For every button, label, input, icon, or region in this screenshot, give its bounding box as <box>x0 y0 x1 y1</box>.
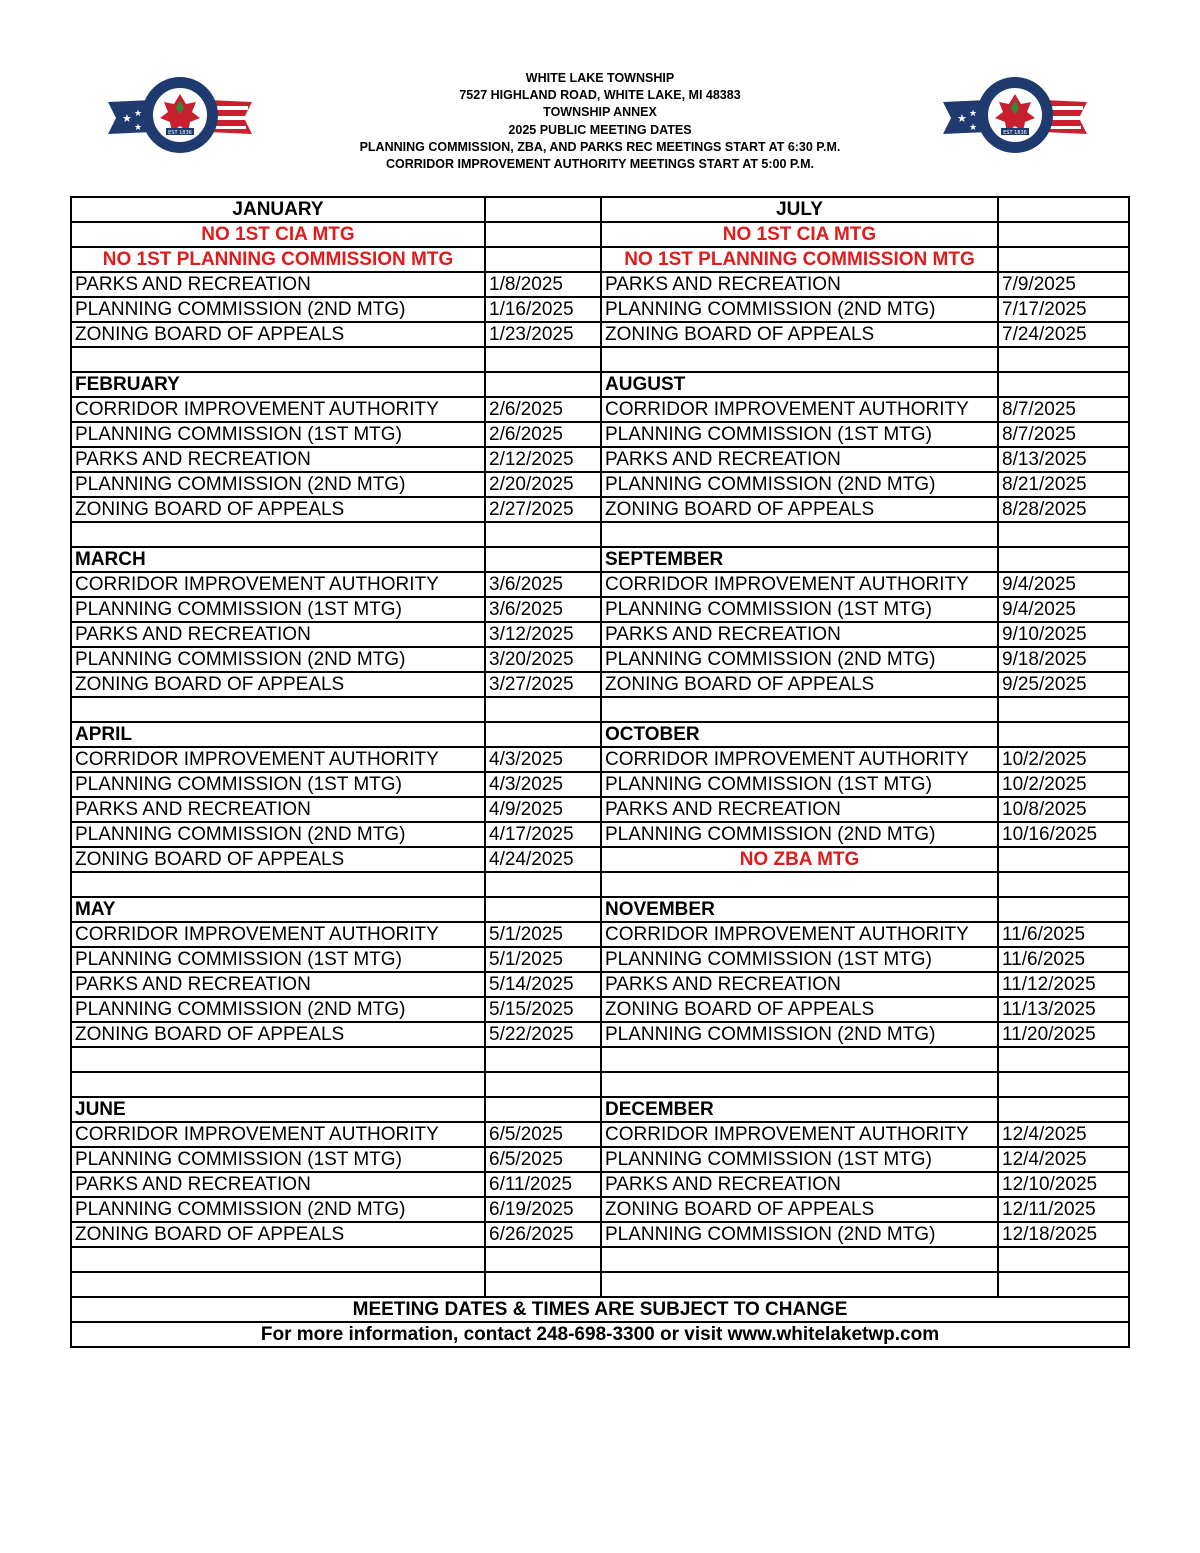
meeting-date-right <box>998 547 1129 572</box>
schedule-row <box>71 1197 1129 1222</box>
month-label: APRIL <box>71 722 485 747</box>
meeting-date-right: 10/2/2025 <box>998 747 1129 772</box>
meeting-name-right: ZONING BOARD OF APPEALS <box>601 997 998 1022</box>
meeting-date-left <box>485 197 601 222</box>
meeting-date-left: 4/24/2025 <box>485 847 601 872</box>
spacer-row <box>71 1047 1129 1072</box>
month-header-row <box>71 722 1129 747</box>
meeting-date-left: 6/19/2025 <box>485 1197 601 1222</box>
meeting-date-left: 1/8/2025 <box>485 272 601 297</box>
meeting-date-left: 5/14/2025 <box>485 972 601 997</box>
meeting-name-right: PARKS AND RECREATION <box>601 447 998 472</box>
meeting-name-right <box>601 347 998 372</box>
meeting-name-right: PLANNING COMMISSION (2ND MTG) <box>601 297 998 322</box>
meeting-name-left: CORRIDOR IMPROVEMENT AUTHORITY <box>71 572 485 597</box>
svg-text:EST 1836: EST 1836 <box>168 130 192 136</box>
meeting-date-left <box>485 1047 601 1072</box>
meeting-name-right: PARKS AND RECREATION <box>601 797 998 822</box>
meeting-name-left <box>71 522 485 547</box>
meeting-name-right: CORRIDOR IMPROVEMENT AUTHORITY <box>601 1122 998 1147</box>
meeting-name-left: PLANNING COMMISSION (2ND MTG) <box>71 822 485 847</box>
meeting-name-left: PLANNING COMMISSION (1ST MTG) <box>71 1147 485 1172</box>
meeting-date-right: 8/21/2025 <box>998 472 1129 497</box>
meeting-name-right: PLANNING COMMISSION (2ND MTG) <box>601 822 998 847</box>
meeting-name-right <box>601 522 998 547</box>
meeting-name-right: PARKS AND RECREATION <box>601 1172 998 1197</box>
month-label: DECEMBER <box>601 1097 998 1122</box>
meeting-date-right: 9/25/2025 <box>998 672 1129 697</box>
meeting-date-right <box>998 522 1129 547</box>
schedule-row <box>71 497 1129 522</box>
meeting-date-right: 7/9/2025 <box>998 272 1129 297</box>
meeting-name-right: CORRIDOR IMPROVEMENT AUTHORITY <box>601 747 998 772</box>
meeting-date-right <box>998 847 1129 872</box>
meeting-name-right: CORRIDOR IMPROVEMENT AUTHORITY <box>601 572 998 597</box>
month-label: SEPTEMBER <box>601 547 998 572</box>
meeting-date-left <box>485 1247 601 1272</box>
meeting-name-left: PARKS AND RECREATION <box>71 1172 485 1197</box>
month-header-row <box>71 1097 1129 1122</box>
svg-text:★: ★ <box>957 112 967 125</box>
meeting-name-left: PARKS AND RECREATION <box>71 797 485 822</box>
meeting-name-left: PLANNING COMMISSION (2ND MTG) <box>71 297 485 322</box>
schedule-row <box>71 847 1129 872</box>
meeting-date-right: 10/16/2025 <box>998 822 1129 847</box>
meeting-date-right <box>998 897 1129 922</box>
meeting-name-right: CORRIDOR IMPROVEMENT AUTHORITY <box>601 922 998 947</box>
meeting-date-left: 4/3/2025 <box>485 772 601 797</box>
township-name: WHITE LAKE TOWNSHIP <box>525 71 675 85</box>
schedule-row <box>71 247 1129 272</box>
meeting-date-left: 6/5/2025 <box>485 1122 601 1147</box>
schedule-row <box>71 797 1129 822</box>
meeting-name-left <box>71 1072 485 1097</box>
meeting-date-right: 7/24/2025 <box>998 322 1129 347</box>
meeting-name-left: CORRIDOR IMPROVEMENT AUTHORITY <box>71 1122 485 1147</box>
month-label: NOVEMBER <box>601 897 998 922</box>
meeting-name-right: PLANNING COMMISSION (2ND MTG) <box>601 472 998 497</box>
meeting-name-left <box>71 1247 485 1272</box>
meeting-name-left: CORRIDOR IMPROVEMENT AUTHORITY <box>71 397 485 422</box>
schedule-row <box>71 597 1129 622</box>
meeting-date-right: 11/6/2025 <box>998 947 1129 972</box>
meeting-name-left: ZONING BOARD OF APPEALS <box>71 1022 485 1047</box>
month-label: AUGUST <box>601 372 998 397</box>
meeting-name-left: CORRIDOR IMPROVEMENT AUTHORITY <box>71 922 485 947</box>
meeting-date-right <box>998 697 1129 722</box>
meeting-name-left: CORRIDOR IMPROVEMENT AUTHORITY <box>71 747 485 772</box>
schedule-row <box>71 922 1129 947</box>
meeting-date-right <box>998 872 1129 897</box>
meeting-date-right: 8/28/2025 <box>998 497 1129 522</box>
meeting-name-left <box>71 872 485 897</box>
township-address: 7527 HIGHLAND ROAD, WHITE LAKE, MI 48383 <box>459 88 741 103</box>
meeting-date-left: 2/6/2025 <box>485 397 601 422</box>
meeting-date-left: 1/16/2025 <box>485 297 601 322</box>
meeting-date-right <box>998 247 1129 272</box>
meeting-date-left: 2/12/2025 <box>485 447 601 472</box>
meeting-date-right: 12/18/2025 <box>998 1222 1129 1247</box>
month-header-row <box>71 897 1129 922</box>
schedule-row <box>71 1222 1129 1247</box>
schedule-row <box>71 997 1129 1022</box>
meeting-name-right: PLANNING COMMISSION (2ND MTG) <box>601 1022 998 1047</box>
meeting-date-left: 5/1/2025 <box>485 947 601 972</box>
meeting-date-right <box>998 1072 1129 1097</box>
schedule-row <box>71 947 1129 972</box>
meeting-name-left: PLANNING COMMISSION (1ST MTG) <box>71 422 485 447</box>
meeting-name-right <box>601 872 998 897</box>
schedule-row <box>71 772 1129 797</box>
meeting-date-left <box>485 372 601 397</box>
schedule-row <box>71 447 1129 472</box>
no-meeting-notice: NO 1ST CIA MTG <box>71 222 485 247</box>
meeting-date-left: 3/6/2025 <box>485 572 601 597</box>
meeting-name-right: PARKS AND RECREATION <box>601 272 998 297</box>
meeting-name-right: PLANNING COMMISSION (1ST MTG) <box>601 947 998 972</box>
meeting-date-left <box>485 547 601 572</box>
meeting-date-left <box>485 1097 601 1122</box>
schedule-row <box>71 1172 1129 1197</box>
meeting-date-right: 12/10/2025 <box>998 1172 1129 1197</box>
meeting-name-right: ZONING BOARD OF APPEALS <box>601 672 998 697</box>
meeting-time-note-1: PLANNING COMMISSION, ZBA, AND PARKS REC MEETINGS START AT 6:30 P.M. <box>359 139 841 154</box>
spacer-row <box>71 1072 1129 1097</box>
meeting-name-left <box>71 347 485 372</box>
meeting-date-right: 10/8/2025 <box>998 797 1129 822</box>
meeting-name-left <box>71 1272 485 1297</box>
meeting-date-right <box>998 372 1129 397</box>
meeting-name-left: PARKS AND RECREATION <box>71 972 485 997</box>
month-label: FEBRUARY <box>71 372 485 397</box>
meeting-name-left: ZONING BOARD OF APPEALS <box>71 847 485 872</box>
month-label: MARCH <box>71 547 485 572</box>
meeting-date-left: 2/20/2025 <box>485 472 601 497</box>
footer-notice-row <box>71 1297 1129 1322</box>
schedule-body <box>71 197 1129 1297</box>
meeting-name-right <box>601 697 998 722</box>
meeting-name-left <box>71 1047 485 1072</box>
meeting-date-right <box>998 197 1129 222</box>
meeting-name-right: PLANNING COMMISSION (1ST MTG) <box>601 597 998 622</box>
meeting-name-right: PARKS AND RECREATION <box>601 972 998 997</box>
meeting-name-left: PARKS AND RECREATION <box>71 447 485 472</box>
meeting-date-right <box>998 1047 1129 1072</box>
meeting-date-left: 6/11/2025 <box>485 1172 601 1197</box>
schedule-row <box>71 822 1129 847</box>
meeting-date-right <box>998 1247 1129 1272</box>
schedule-row <box>71 397 1129 422</box>
meeting-date-right: 12/4/2025 <box>998 1147 1129 1172</box>
meeting-date-left: 5/22/2025 <box>485 1022 601 1047</box>
meeting-date-left <box>485 897 601 922</box>
footer-contact-row <box>71 1322 1129 1347</box>
meeting-date-right <box>998 722 1129 747</box>
meeting-date-right <box>998 347 1129 372</box>
schedule-row <box>71 222 1129 247</box>
meeting-date-left <box>485 347 601 372</box>
meeting-date-left <box>485 872 601 897</box>
meeting-date-left: 5/15/2025 <box>485 997 601 1022</box>
svg-text:★: ★ <box>969 123 978 133</box>
meeting-name-right: PLANNING COMMISSION (2ND MTG) <box>601 647 998 672</box>
meeting-name-left: ZONING BOARD OF APPEALS <box>71 672 485 697</box>
meeting-name-left: ZONING BOARD OF APPEALS <box>71 497 485 522</box>
meeting-date-right: 9/10/2025 <box>998 622 1129 647</box>
schedule-row <box>71 422 1129 447</box>
meeting-name-left: PLANNING COMMISSION (2ND MTG) <box>71 647 485 672</box>
meeting-name-right: ZONING BOARD OF APPEALS <box>601 1197 998 1222</box>
schedule-row <box>71 1147 1129 1172</box>
meeting-date-left: 3/6/2025 <box>485 597 601 622</box>
meeting-name-left: PLANNING COMMISSION (1ST MTG) <box>71 772 485 797</box>
meeting-date-right <box>998 1097 1129 1122</box>
meeting-name-right: PLANNING COMMISSION (1ST MTG) <box>601 772 998 797</box>
meeting-date-right: 8/7/2025 <box>998 422 1129 447</box>
spacer-row <box>71 697 1129 722</box>
meeting-name-right <box>601 1072 998 1097</box>
meeting-date-left: 2/27/2025 <box>485 497 601 522</box>
meeting-name-left: PLANNING COMMISSION (2ND MTG) <box>71 997 485 1022</box>
meeting-date-right: 9/4/2025 <box>998 572 1129 597</box>
svg-text:EST 1836: EST 1836 <box>1003 130 1027 136</box>
meeting-name-right <box>601 1247 998 1272</box>
svg-text:★: ★ <box>122 112 132 125</box>
schedule-row <box>71 472 1129 497</box>
township-annex: TOWNSHIP ANNEX <box>543 105 657 120</box>
meeting-name-left: PLANNING COMMISSION (1ST MTG) <box>71 947 485 972</box>
month-label: JULY <box>601 197 998 222</box>
month-header-row <box>71 547 1129 572</box>
meeting-date-left: 4/3/2025 <box>485 747 601 772</box>
schedule-row <box>71 1122 1129 1147</box>
spacer-row <box>71 1247 1129 1272</box>
meeting-date-right: 12/11/2025 <box>998 1197 1129 1222</box>
svg-text:★: ★ <box>134 109 143 119</box>
meeting-name-right: ZONING BOARD OF APPEALS <box>601 322 998 347</box>
month-label: MAY <box>71 897 485 922</box>
schedule-row <box>71 622 1129 647</box>
meeting-name-right: ZONING BOARD OF APPEALS <box>601 497 998 522</box>
no-meeting-notice: NO 1ST PLANNING COMMISSION MTG <box>71 247 485 272</box>
meeting-name-left: PARKS AND RECREATION <box>71 622 485 647</box>
schedule-row <box>71 1022 1129 1047</box>
meeting-name-left: PLANNING COMMISSION (1ST MTG) <box>71 597 485 622</box>
meeting-name-left: PLANNING COMMISSION (2ND MTG) <box>71 1197 485 1222</box>
meeting-date-right: 8/13/2025 <box>998 447 1129 472</box>
subject-to-change-notice: MEETING DATES & TIMES ARE SUBJECT TO CHANGE <box>71 1297 1129 1322</box>
meeting-date-right: 11/12/2025 <box>998 972 1129 997</box>
schedule-row <box>71 972 1129 997</box>
contact-info: For more information, contact 248-698-3300 or visit www.whitelaketwp.com <box>71 1322 1129 1347</box>
meeting-date-left <box>485 1272 601 1297</box>
meeting-date-right: 11/6/2025 <box>998 922 1129 947</box>
svg-text:★: ★ <box>969 109 978 119</box>
spacer-row <box>71 1272 1129 1297</box>
meeting-date-left <box>485 247 601 272</box>
meeting-date-left: 6/5/2025 <box>485 1147 601 1172</box>
no-meeting-notice: NO 1ST CIA MTG <box>601 222 998 247</box>
meeting-date-left: 3/20/2025 <box>485 647 601 672</box>
meeting-schedule-table <box>70 196 1130 1348</box>
meeting-date-right: 9/4/2025 <box>998 597 1129 622</box>
spacer-row <box>71 872 1129 897</box>
meeting-date-right: 9/18/2025 <box>998 647 1129 672</box>
meeting-name-right: PARKS AND RECREATION <box>601 622 998 647</box>
meeting-date-right: 10/2/2025 <box>998 772 1129 797</box>
meeting-date-right: 8/7/2025 <box>998 397 1129 422</box>
meeting-date-left <box>485 1072 601 1097</box>
meeting-date-left: 6/26/2025 <box>485 1222 601 1247</box>
month-header-row <box>71 197 1129 222</box>
spacer-row <box>71 347 1129 372</box>
schedule-row <box>71 572 1129 597</box>
document-header <box>0 70 1200 173</box>
month-label: JANUARY <box>71 197 485 222</box>
svg-text:★: ★ <box>134 123 143 133</box>
meeting-name-left: PARKS AND RECREATION <box>71 272 485 297</box>
schedule-row <box>71 747 1129 772</box>
meeting-date-left <box>485 697 601 722</box>
meeting-date-left: 4/9/2025 <box>485 797 601 822</box>
month-label: JUNE <box>71 1097 485 1122</box>
meeting-name-right: CORRIDOR IMPROVEMENT AUTHORITY <box>601 397 998 422</box>
document-title: 2025 PUBLIC MEETING DATES <box>508 122 692 137</box>
meeting-name-right <box>601 1047 998 1072</box>
meeting-name-left: PLANNING COMMISSION (2ND MTG) <box>71 472 485 497</box>
spacer-row <box>71 522 1129 547</box>
schedule-row <box>71 672 1129 697</box>
no-meeting-notice: NO ZBA MTG <box>601 847 998 872</box>
meeting-date-left <box>485 722 601 747</box>
meeting-name-right: PLANNING COMMISSION (2ND MTG) <box>601 1222 998 1247</box>
schedule-row <box>71 322 1129 347</box>
schedule-row <box>71 647 1129 672</box>
meeting-date-left: 1/23/2025 <box>485 322 601 347</box>
meeting-date-right <box>998 222 1129 247</box>
meeting-date-left <box>485 222 601 247</box>
meeting-date-left: 4/17/2025 <box>485 822 601 847</box>
meeting-date-left: 3/12/2025 <box>485 622 601 647</box>
meeting-time-note-2: CORRIDOR IMPROVEMENT AUTHORITY MEETINGS START AT 5:00 P.M. <box>385 157 815 172</box>
meeting-date-right: 11/13/2025 <box>998 997 1129 1022</box>
meeting-date-left: 2/6/2025 <box>485 422 601 447</box>
meeting-name-left: ZONING BOARD OF APPEALS <box>71 322 485 347</box>
meeting-name-left: ZONING BOARD OF APPEALS <box>71 1222 485 1247</box>
meeting-name-right <box>601 1272 998 1297</box>
meeting-name-right: PLANNING COMMISSION (1ST MTG) <box>601 422 998 447</box>
month-label: OCTOBER <box>601 722 998 747</box>
schedule-row <box>71 297 1129 322</box>
meeting-date-left: 3/27/2025 <box>485 672 601 697</box>
no-meeting-notice: NO 1ST PLANNING COMMISSION MTG <box>601 247 998 272</box>
meeting-date-right: 12/4/2025 <box>998 1122 1129 1147</box>
schedule-row <box>71 272 1129 297</box>
meeting-name-right: PLANNING COMMISSION (1ST MTG) <box>601 1147 998 1172</box>
meeting-date-right <box>998 1272 1129 1297</box>
month-header-row <box>71 372 1129 397</box>
meeting-date-left <box>485 522 601 547</box>
meeting-date-left: 5/1/2025 <box>485 922 601 947</box>
meeting-date-right: 7/17/2025 <box>998 297 1129 322</box>
meeting-date-right: 11/20/2025 <box>998 1022 1129 1047</box>
meeting-name-left <box>71 697 485 722</box>
